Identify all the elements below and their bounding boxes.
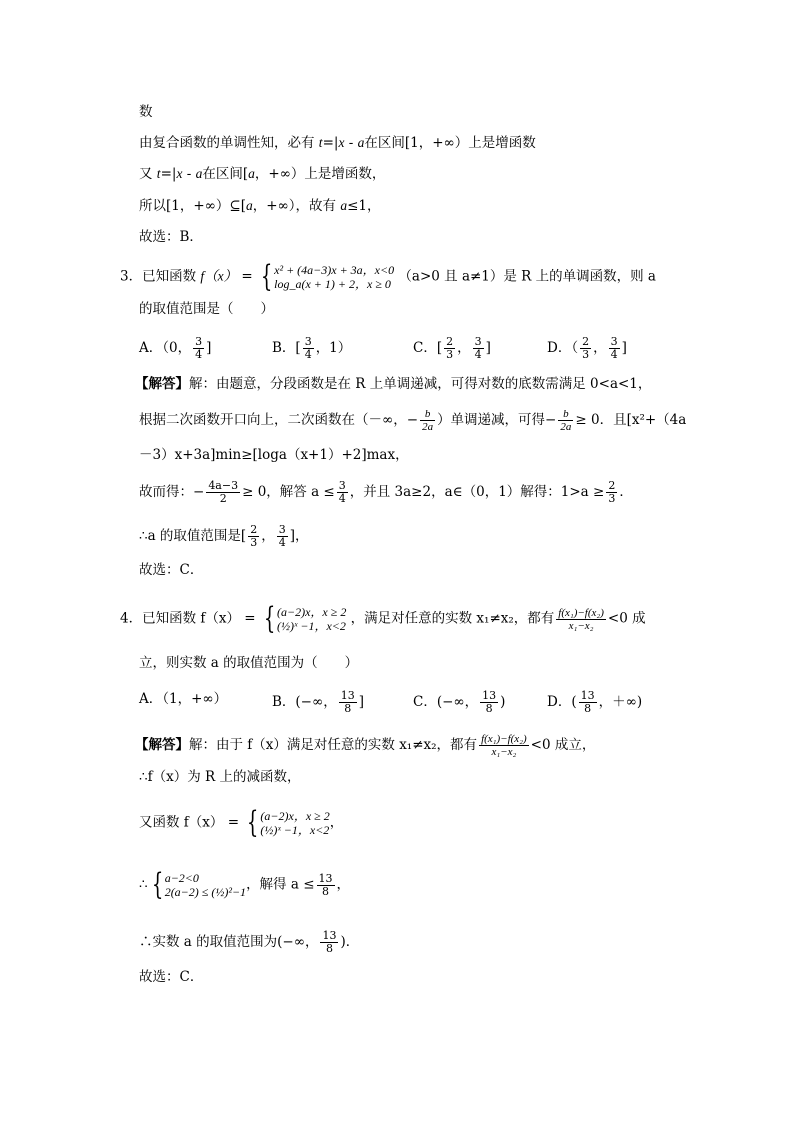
option-d: D．( $\frac{13}{8}$ ，＋∞)	[547, 689, 643, 715]
option-a: A．（0， $\frac{3}{4}$ ]	[139, 335, 212, 361]
option-a: A．（1，+∞）	[139, 691, 228, 707]
brace: {	[247, 805, 259, 840]
text-line: 由复合函数的单调性知，必有 t=|x - a在区间[1，+∞）上是增函数	[139, 135, 536, 151]
answer-3-line: －3）x+3a]min≥[loga（x+1）+2]max，	[139, 447, 409, 463]
answer-4-line: 【解答】解：由于 f（x）满足对任意的实数 x₁≠x₂，都有 $\frac{\text{f(x₁)−f(x₂)}}{\text{x₁−x₂}}$ <0 成立，	[135, 733, 596, 758]
answer-3-line: 根据二次函数开口向上，二次函数在（－∞，− $\frac{b}{2a}$ ）单调递减，可得− $\frac{b}{2a}$ ≥ 0．且[x²+（4a	[139, 408, 687, 433]
option-c: C．(−∞， $\frac{13}{8}$ )	[413, 689, 506, 715]
question-3-stem: 3．已知函数 f（x） = { x² + (4a−3)x + 3a，x<0 log_a(x + 1) + 2，x ≥ 0 （a>0 且 a≠1）是 R 上的单调函数，则 a	[120, 259, 656, 294]
text-line: 数	[139, 104, 153, 120]
brace: {	[151, 867, 163, 902]
option-b: B．[ $\frac{3}{4}$ ，1）	[272, 335, 352, 361]
question-4-stem: 4．已知函数 f（x） = { (a−2)x，x ≥ 2 (½)ˣ −1，x<2 ，满足对任意的实数 x₁≠x₂，都有 $\frac{\text{f(x₁)−f(x₂)}}{\text{x₁−x₂}}$ <0 成	[120, 601, 646, 636]
text-line: 的取值范围是（ ）	[139, 301, 274, 317]
text-line: 又 t=|x - a在区间[a，+∞）上是增函数，	[139, 166, 386, 182]
option-d: D．（ $\frac{2}{3}$ ， $\frac{3}{4}$ ]	[547, 335, 627, 361]
option-b: B．(−∞， $\frac{13}{8}$ ]	[272, 689, 365, 715]
piecewise-cases: (a−2)x，x ≥ 2 (½)ˣ −1，x<2	[260, 809, 330, 837]
text-line: 立，则实数 a 的取值范围为（ ）	[139, 655, 359, 671]
text-line: 所以[1，+∞）⊆[a，+∞），故有 a≤1，	[139, 198, 381, 214]
inequality-system: a−2<0 2(a−2) ≤ (½)²−1	[164, 871, 247, 899]
piecewise-cases: (a−2)x，x ≥ 2 (½)ˣ −1，x<2	[277, 605, 347, 633]
answer-3-line: ∴a 的取值范围是[ $\frac{2}{3}$ ， $\frac{3}{4}$ ]，	[139, 523, 309, 549]
brace: {	[263, 601, 276, 636]
text-line: 故选：C．	[139, 562, 204, 578]
answer-4-line: 又函数 f（x） = { (a−2)x，x ≥ 2 (½)ˣ −1，x<2 ，	[139, 805, 344, 840]
text-line: 故选：C．	[139, 969, 204, 985]
option-c: C．[ $\frac{2}{3}$ ， $\frac{3}{4}$ ]	[413, 335, 491, 361]
answer-3-line: 故而得：− $\frac{4a-3}{2}$ ≥ 0，解答 a ≤ $\frac{3}{4}$ ，并且 3a≥2，a∈（0，1）解得：1>a ≥ $\frac{2}{3}$ ．	[139, 479, 633, 505]
answer-4-line: ∴实数 a 的取值范围为(−∞， $\frac{13}{8}$ )．	[139, 929, 360, 955]
piecewise-cases: x² + (4a−3)x + 3a，x<0 log_a(x + 1) + 2，x ≥ 0	[274, 263, 395, 291]
answer-4-line: ∴ { a−2<0 2(a−2) ≤ (½)²−1 ，解得 a ≤ $\frac{13}{8}$ ，	[139, 867, 351, 902]
text-line: 故选：B．	[139, 229, 203, 245]
brace: {	[260, 259, 273, 294]
answer-4-line: ∴f（x）为 R 上的减函数，	[139, 769, 301, 785]
answer-3-line: 【解答】解：由题意，分段函数是在 R 上单调递减，可得对数的底数需满足 0<a<1，	[135, 376, 652, 392]
